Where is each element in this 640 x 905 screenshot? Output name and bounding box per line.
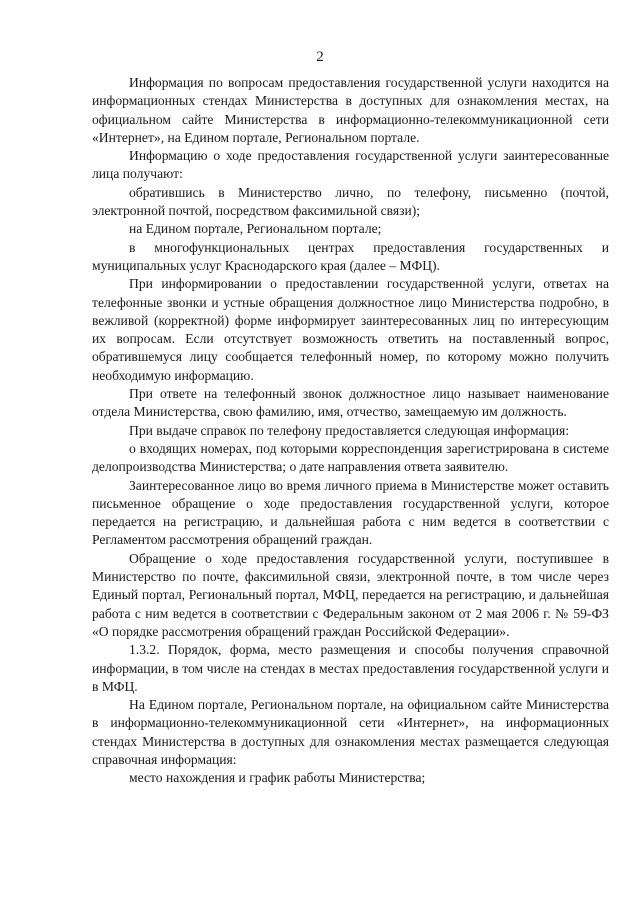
page-number: 2	[316, 49, 324, 65]
paragraph-incoming-numbers: о входящих номерах, под которыми корреспонденция зарегистрирована в системе делопроизводства Министерства; о дате направления ответа заявителю.	[92, 440, 609, 475]
paragraph-location-schedule: место нахождения и график работы Министерства;	[129, 770, 426, 786]
paragraph-mfc: в многофункциональных центрах предоставления государственных и муниципальных услуг Краснодарского края (далее – МФЦ).	[92, 239, 609, 273]
paragraph-progress-info: Информацию о ходе предоставления государственной услуги заинтересованные лица получают:	[92, 148, 609, 182]
paragraph-personal-reception: Заинтересованное лицо во время личного приема в Министерстве может оставить письменное обращение о ходе предоставления государственной услуги, которое передается на регистрацию, и дальнейшая работа с ним ведется в соответствии с Регламентом рассмотрения обращений граждан.	[92, 477, 609, 548]
paragraph-published-info: На Едином портале, Региональном портале, на официальном сайте Министерства в информационно-телекоммуникационной сети «Интернет», на информационных стендах Министерства в доступных для ознакомления местах размещается следующая справочная информация:	[92, 697, 609, 767]
document-body	[92, 74, 609, 788]
paragraph-section-1-3-2: 1.3.2. Порядок, форма, место размещения и способы получения справочной информации, в том числе на стендах в местах предоставления государственной услуги и в МФЦ.	[92, 642, 609, 694]
paragraph-portals: на Едином портале, Региональном портале;	[129, 221, 382, 237]
paragraph-informing-procedure: При информировании о предоставлении государственной услуги, ответах на телефонные звонки и устные обращения должностное лицо Министерства подробно, в вежливой (корректной) форме информирует заинтересованных лиц по интересующим их вопросам. Если отсутствует возможность ответить на поставленный вопрос, обратившемуся лицу сообщается телефонный номер, по которому можно получить необходимую информацию.	[92, 276, 609, 383]
paragraph-written-appeal: Обращение о ходе предоставления государственной услуги, поступившее в Министерство по почте, факсимильной связи, электронной почте, в том числе через Единый портал, Региональный портал, МФЦ, передается на регистрацию, и дальнейшая работа с ним ведется в соответствии с Федеральным законом от 2 мая 2006 г. № 59-ФЗ «О порядке рассмотрения обращений граждан Российской Федерации».	[92, 550, 609, 639]
paragraph-phone-reference: При выдаче справок по телефону предоставляется следующая информация:	[129, 422, 570, 438]
paragraph-info-location: Информация по вопросам предоставления государственной услуги находится на информационных стендах Министерства в доступных для ознакомления местах, на официальном сайте Министерства в информационно-телекоммуникационной сети «Интернет», на Едином портале, Региональном портале.	[92, 75, 609, 145]
paragraph-phone-answer: При ответе на телефонный звонок должностное лицо называет наименование отдела Министерства, свою фамилию, имя, отчество, замещаемую им должность.	[92, 386, 609, 420]
paragraph-contact-methods: обратившись в Министерство лично, по телефону, письменно (почтой, электронной почтой, посредством факсимильной связи);	[92, 184, 609, 219]
